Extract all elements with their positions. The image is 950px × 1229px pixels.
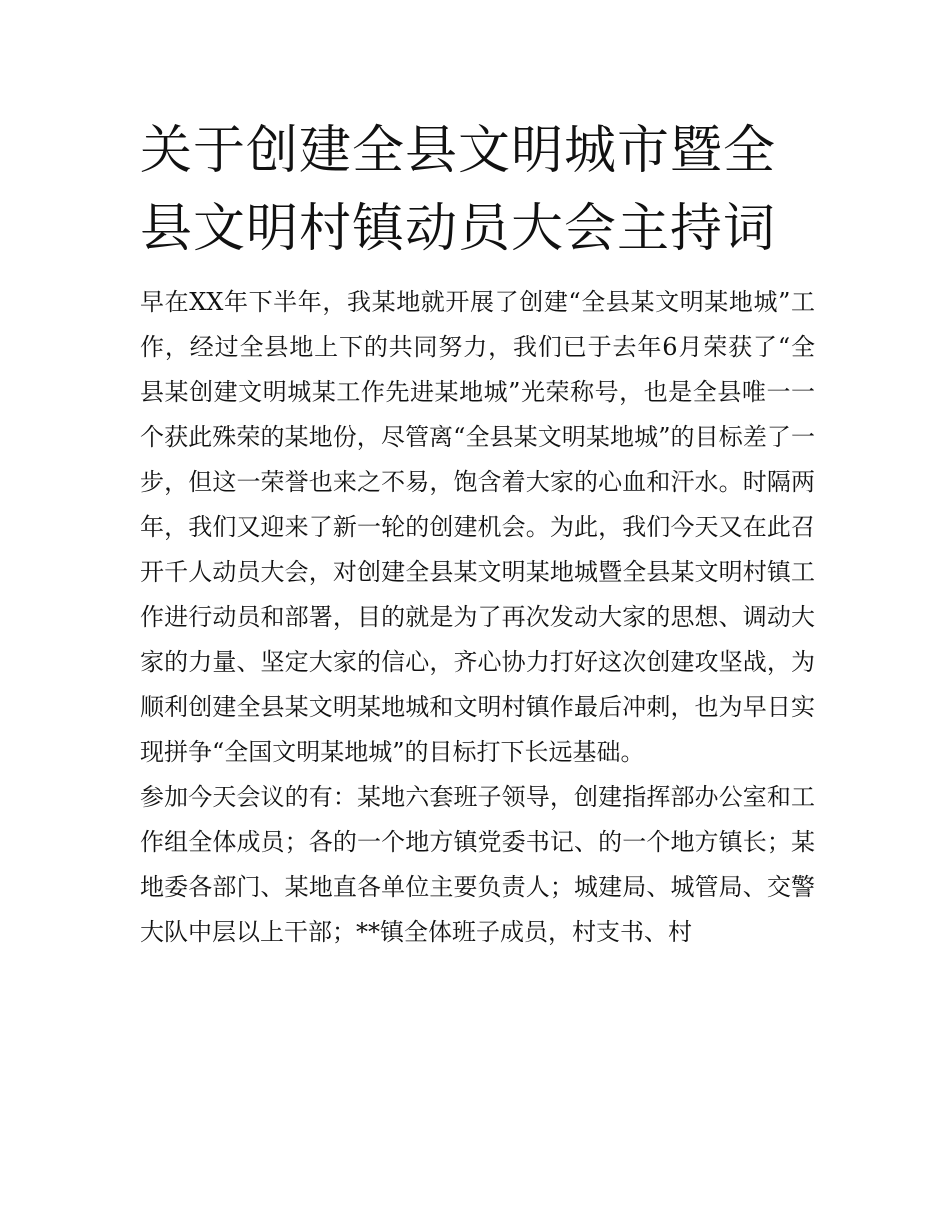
document-body xyxy=(140,280,815,955)
paragraph-attendees: 参加今天会议的有：某地六套班子领导，创建指挥部办公室和工作组全体成员；各的一个地方镇党委书记、的一个地方镇长；某地委各部门、某地直各单位主要负责人；城建局、城管局、交警大队中层以上干部；**镇全体班子成员，村支书、村 xyxy=(140,783,815,946)
document-title: 关于创建全县文明城市暨全县文明村镇动员大会主持词 xyxy=(140,121,777,259)
paragraph-opening: 早在XX年下半年，我某地就开展了创建“全县某文明某地城”工作，经过全县地上下的共同努力，我们已于去年6月荣获了“全县某创建文明城某工作先进某地城”光荣称号，也是全县唯一一个获此殊荣的某地份，尽管离“全县某文明某地城”的目标差了一步，但这一荣誉也来之不易，饱含着大家的心血和汗水。时隔两年，我们又迎来了新一轮的创建机会。为此，我们今天又在此召开千人动员大会，对创建全县某文明某地城暨全县某文明村镇工作进行动员和部署，目的就是为了再次发动大家的思想、调动大家的力量、坚定大家的信心，齐心协力打好这次创建攻坚战，为顺利创建全县某文明某地城和文明村镇作最后冲刺，也为早日实现拼争“全国文明某地城”的目标打下长远基础。 xyxy=(140,288,815,766)
